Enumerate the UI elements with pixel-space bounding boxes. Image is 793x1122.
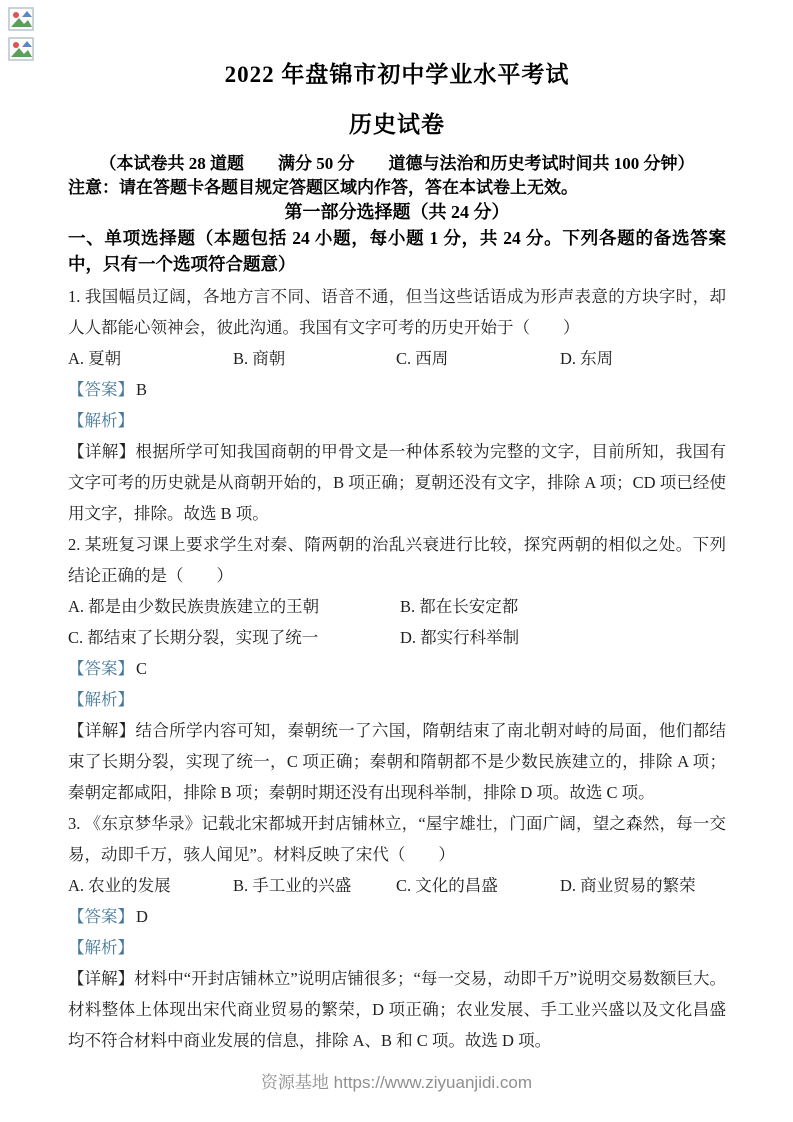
footer-link[interactable]: 资源基地 https://www.ziyuanjidi.com [260, 1073, 533, 1092]
question-stem: 2. 某班复习课上要求学生对秦、隋两朝的治乱兴衰进行比较，探究两朝的相似之处。下列结论正确的是（ ） [68, 535, 726, 585]
detail-text: 材料中“开封店铺林立”说明店铺很多；“每一交易，动即千万”说明交易数额巨大。材料整体上体现出宋代商业贸易的繁荣，D 项正确；农业发展、手工业兴盛以及文化昌盛均不符合材料中商业发展的信息，排除 A、B 和 C 项。故选 D 项。 [68, 969, 726, 1050]
analysis-label: 【解析】 [68, 938, 134, 957]
detail-paragraph [68, 715, 726, 808]
document-content [68, 0, 726, 1056]
section-intro: 一、单项选择题（本题包括 24 小题，每小题 1 分，共 24 分。下列各题的备选答案中，只有一个选项符合题意） [68, 228, 726, 274]
answer-label: 【答案】 [68, 380, 134, 399]
option-c: C. 西周 [396, 349, 449, 368]
analysis-label: 【解析】 [68, 690, 134, 709]
exam-subject-title: 历史试卷 [349, 112, 445, 137]
option-b: B. 手工业的兴盛 [233, 876, 352, 895]
option-a: A. 农业的发展 [68, 876, 171, 895]
analysis-line [68, 405, 726, 436]
answer-line [68, 653, 726, 684]
answer-value: C [136, 659, 148, 678]
question-block-3 [68, 808, 726, 1056]
answer-line [68, 901, 726, 932]
option-b: B. 商朝 [233, 349, 286, 368]
detail-paragraph [68, 436, 726, 529]
question-stem: 3. 《东京梦华录》记载北宋都城开封店铺林立，“屋宇雄壮，门面广阔，望之森然，每一交易，动即千万，骇人闻见”。材料反映了宋代（ ） [68, 814, 726, 864]
broken-image-icon [8, 37, 34, 61]
answer-label: 【答案】 [68, 659, 134, 678]
exam-info-line: （本试卷共 28 道题 满分 50 分 道德与法治和历史考试时间共 100 分钟） [99, 154, 695, 173]
notice-line: 注意：请在答题卡各题目规定答题区域内作答，答在本试卷上无效。 [68, 178, 578, 197]
question-block-1 [68, 281, 726, 529]
page-title: 2022 年盘锦市初中学业水平考试 [224, 62, 570, 87]
question-block-2 [68, 529, 726, 808]
detail-paragraph [68, 963, 726, 1056]
analysis-line [68, 684, 726, 715]
option-a: A. 都是由少数民族贵族建立的王朝 [68, 597, 320, 616]
detail-label: 【详解】 [68, 442, 136, 461]
detail-text: 根据所学可知我国商朝的甲骨文是一种体系较为完整的文字，目前所知，我国有文字可考的历史就是从商朝开始的，B 项正确；夏朝还没有文字，排除 A 项；CD 项已经使用文字，排除。故选 B 项。 [68, 442, 727, 523]
options-row [68, 343, 726, 374]
section-header: 第一部分选择题（共 24 分） [284, 202, 510, 222]
options-row [68, 870, 726, 901]
broken-image-icon [8, 7, 34, 31]
options-grid [68, 591, 726, 653]
option-a: A. 夏朝 [68, 349, 122, 368]
option-d: D. 商业贸易的繁荣 [560, 876, 696, 895]
option-b: B. 都在长安定都 [400, 597, 519, 616]
analysis-line [68, 932, 726, 963]
detail-label: 【详解】 [68, 969, 135, 988]
option-c: C. 都结束了长期分裂，实现了统一 [68, 628, 319, 647]
analysis-label: 【解析】 [68, 411, 134, 430]
option-c: C. 文化的昌盛 [396, 876, 498, 895]
answer-line [68, 374, 726, 405]
option-d: D. 都实行科举制 [400, 628, 520, 647]
footer-watermark [0, 1068, 793, 1093]
option-d: D. 东周 [560, 349, 614, 368]
answer-value: D [136, 907, 148, 926]
answer-value: B [136, 380, 148, 399]
detail-label: 【详解】 [68, 721, 136, 740]
corner-icons [8, 7, 34, 61]
answer-label: 【答案】 [68, 907, 134, 926]
question-stem: 1. 我国幅员辽阔，各地方言不同、语音不通，但当这些话语成为形声表意的方块字时，却人人都能心领神会，彼此沟通。我国有文字可考的历史开始于（ ） [68, 287, 726, 337]
detail-text: 结合所学内容可知，秦朝统一了六国，隋朝结束了南北朝对峙的局面，他们都结束了长期分裂，实现了统一，C 项正确；秦朝和隋朝都不是少数民族建立的，排除 A 项；秦朝定都咸阳，排除 B 项；秦朝时期还没有出现科举制，排除 D 项。故选 C 项。 [68, 721, 727, 802]
